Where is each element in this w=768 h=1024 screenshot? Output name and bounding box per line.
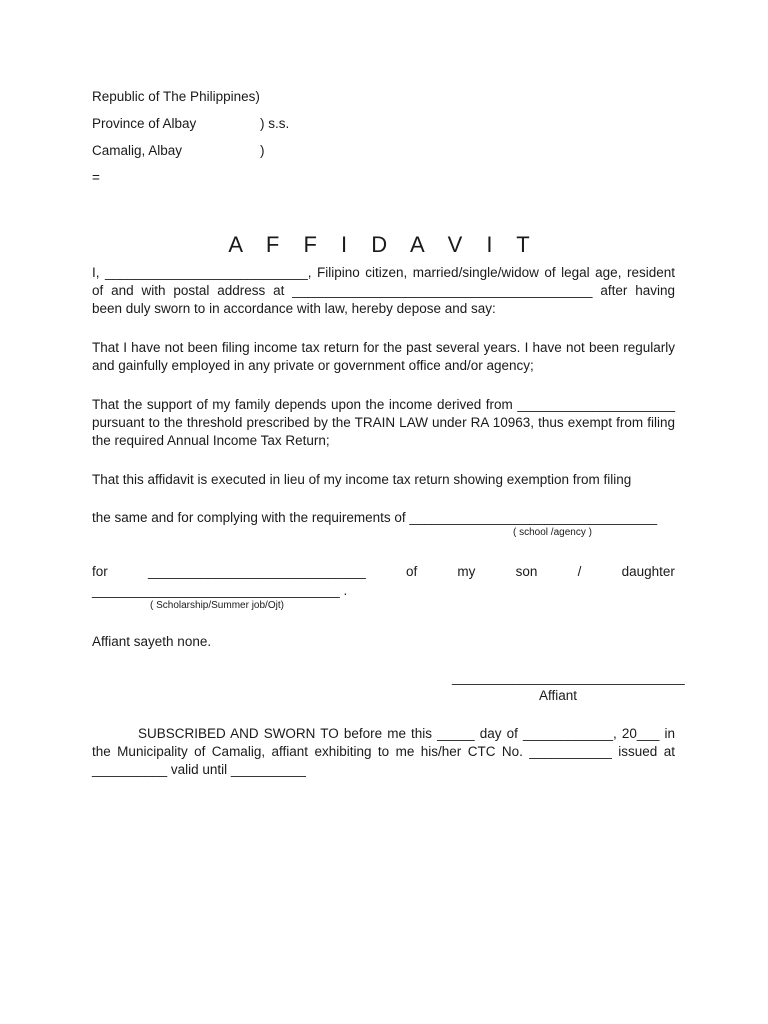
paragraph-intro: I, ___________________________, Filipino citizen, married/single/widow of legal age, resident of and with postal address at ________________________________________ after having been duly sworn to in accordance with law, hereby depose and say: (92, 265, 675, 316)
paragraph-subscribed: SUBSCRIBED AND SWORN TO before me this _____ day of ____________, 20___ in the Municipality of Camalig, affiant exhibiting to me his/her CTC No. ___________ issued at __________ valid until __________ (92, 726, 675, 777)
of-word: of (405, 564, 418, 579)
daughter-word: daughter (621, 564, 675, 579)
header-republic: Republic of The Philippines) (92, 89, 260, 104)
header-province-ss: ) s.s. (260, 116, 290, 131)
signature-line: _______________________________ (452, 670, 685, 685)
son-word: son (515, 564, 538, 579)
document-title: A F F I D A V I T (228, 232, 539, 257)
affiant-sayeth-none: Affiant sayeth none. (92, 634, 212, 649)
header-municipality: Camalig, Albay (92, 143, 183, 158)
for-line-blank: _________________________________ . (92, 583, 348, 598)
for-word: for (92, 564, 108, 579)
paragraph-in-lieu: That this affidavit is executed in lieu of my income tax return showing exemption from filing (92, 472, 632, 487)
for-blank: _____________________________ (147, 564, 366, 579)
paragraph-support: That the support of my family depends upon the income derived from _____________________ pursuant to the threshold prescribed by the TRAIN LAW under RA 10963, thus exempt from filing the required Annual Income Tax Return; (92, 397, 675, 448)
my-word: my (457, 564, 476, 579)
header-province: Province of Albay (92, 116, 197, 131)
note-school-agency: ( school /agency ) (513, 527, 592, 538)
paragraph-requirements: the same and for complying with the requirements of _________________________________ (92, 510, 658, 525)
header-municipality-bracket: ) (260, 143, 265, 158)
for-line (92, 563, 675, 581)
affiant-label: Affiant (539, 688, 578, 703)
header-separator: = (92, 170, 100, 185)
paragraph-not-filing: That I have not been filing income tax return for the past several years. I have not been regularly and gainfully employed in any private or government office and/or agency; (92, 340, 675, 373)
note-scholarship: ( Scholarship/Summer job/Ojt) (150, 600, 284, 611)
slash-word: / (577, 564, 582, 579)
